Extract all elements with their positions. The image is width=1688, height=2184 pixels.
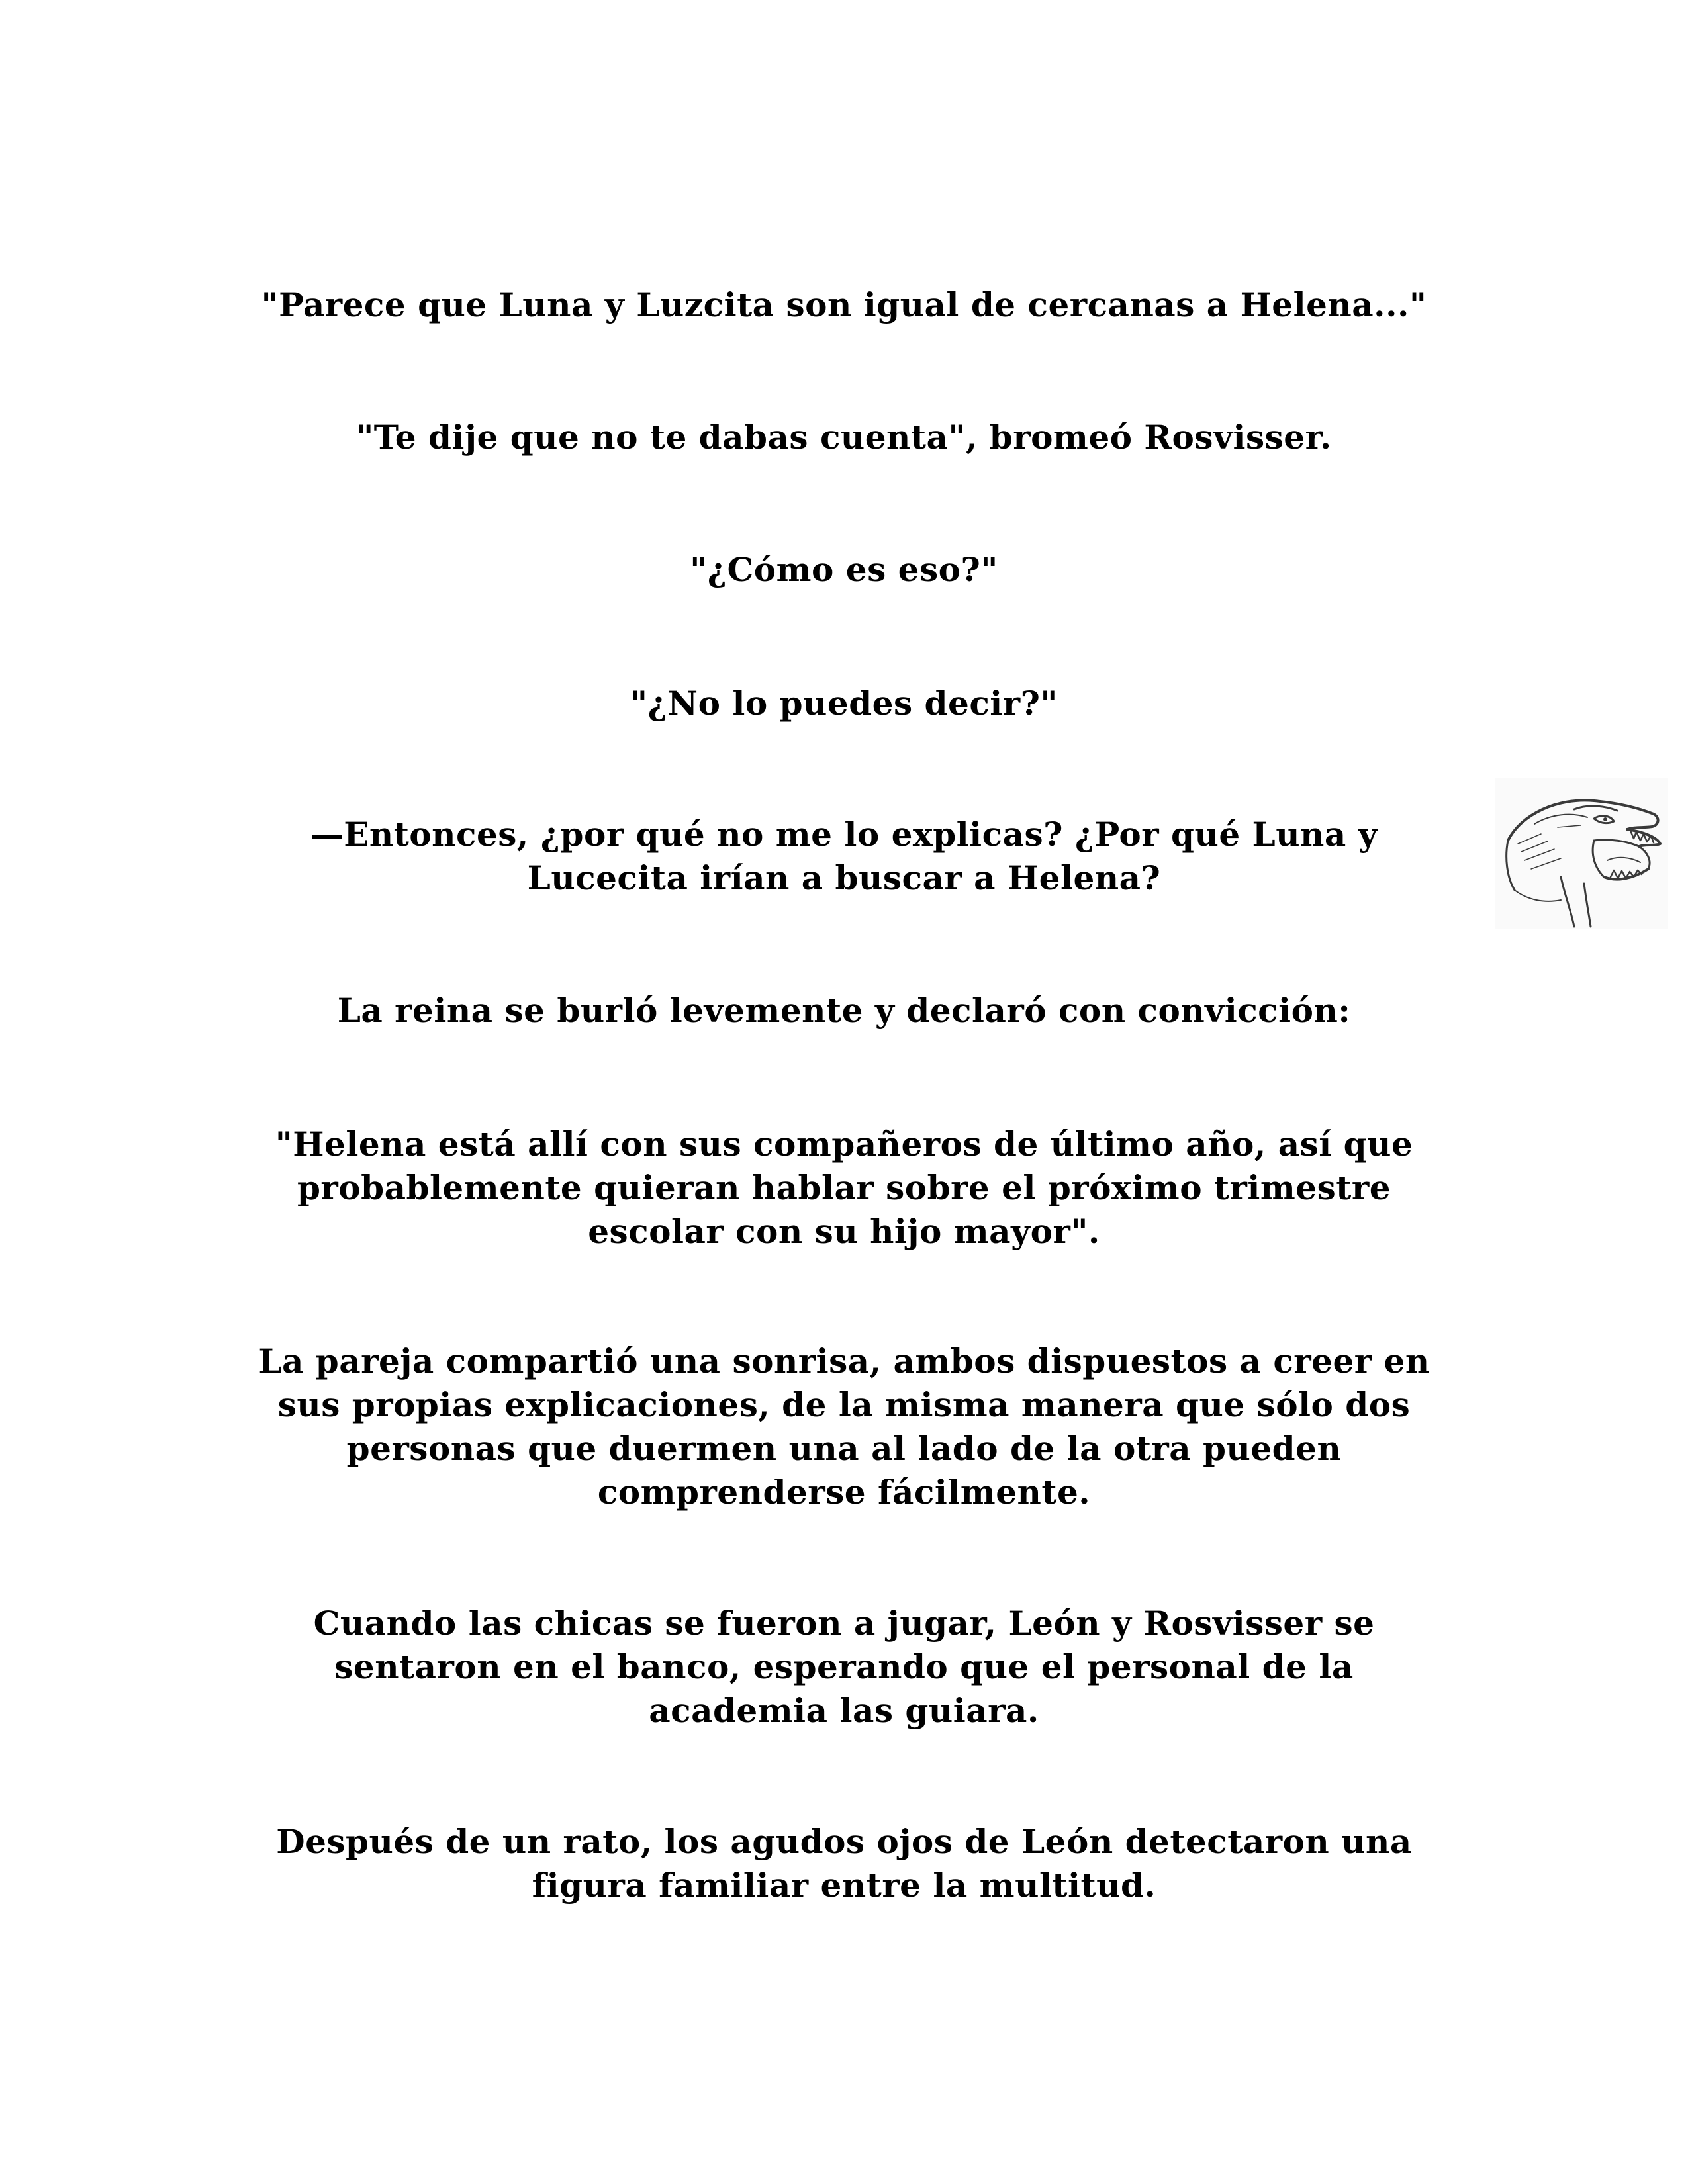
paragraph-4: "¿No lo puedes decir?" bbox=[630, 684, 1058, 723]
paragraph-8: La pareja compartió una sonrisa, ambos dispuestos a creer en sus propias explicaciones, de la misma manera que sólo dos personas que duermen una al lado de la otra pueden comprenderse fácilmente. bbox=[258, 1342, 1430, 1512]
paragraph-7: "Helena está allí con sus compañeros de último año, así que probablemente quieran hablar sobre el próximo trimestre escolar con su hijo mayor". bbox=[275, 1124, 1413, 1251]
paragraph-1: "Parece que Luna y Luzcita son igual de cercanas a Helena..." bbox=[261, 285, 1427, 324]
paragraph-9: Cuando las chicas se fueron a jugar, León y Rosvisser se sentaron en el banco, esperando que el personal de la academia las guiara. bbox=[313, 1604, 1375, 1730]
paragraph-2: "Te dije que no te dabas cuenta", bromeó Rosvisser. bbox=[356, 418, 1332, 457]
paragraph-3: "¿Cómo es eso?" bbox=[690, 550, 998, 589]
paragraph-5: —Entonces, ¿por qué no me lo explicas? ¿Por qué Luna y Lucecita irían a buscar a Helena? bbox=[310, 815, 1378, 897]
paragraph-10: Después de un rato, los agudos ojos de León detectaron una figura familiar entre la multitud. bbox=[276, 1822, 1412, 1905]
paragraph-6: La reina se burló levemente y declaró con convicción: bbox=[337, 991, 1351, 1030]
dragon-head-icon bbox=[1495, 778, 1668, 929]
